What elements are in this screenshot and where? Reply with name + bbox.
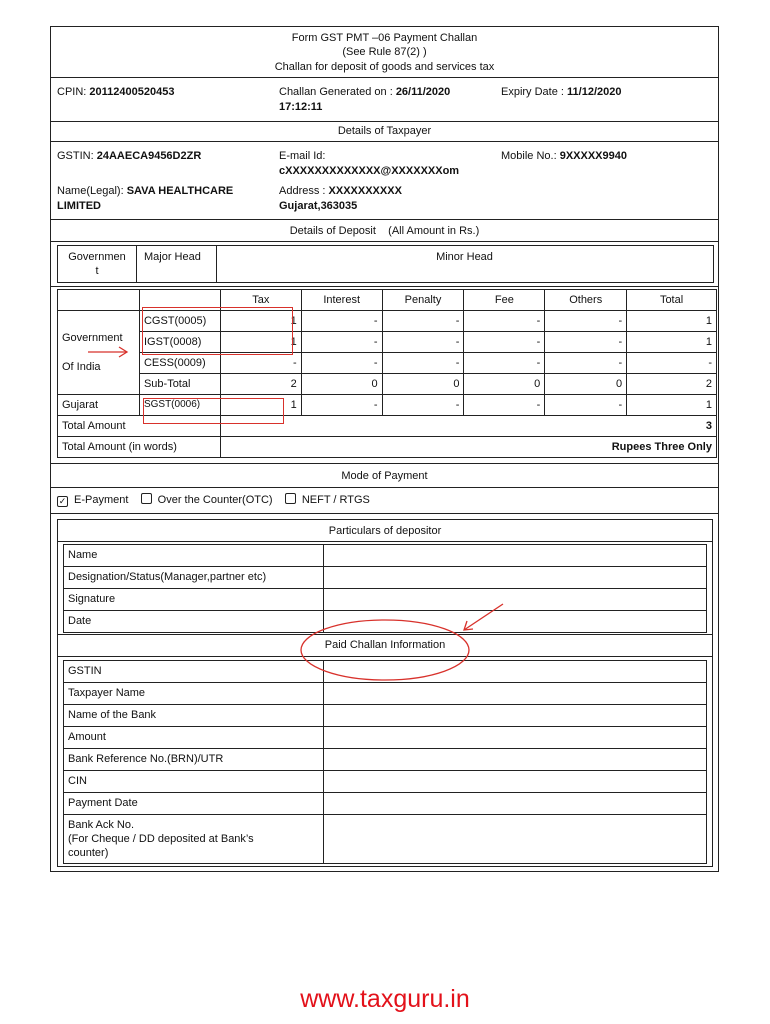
cell: 1 (220, 311, 301, 332)
challan-generated: Challan Generated on : 26/11/2020 (279, 86, 451, 98)
row-head: CESS(0009) (139, 353, 220, 374)
field-label: Taxpayer Name (64, 683, 324, 705)
email: cXXXXXXXXXXXXX@XXXXXXXom (279, 165, 460, 177)
field-label: Date (64, 611, 324, 633)
cell: 2 (627, 374, 717, 395)
cell: - (627, 353, 717, 374)
cell: 0 (301, 374, 382, 395)
cell: 0 (382, 374, 464, 395)
total-label: Total Amount (58, 416, 221, 437)
row-head: IGST(0008) (139, 332, 220, 353)
cell: - (382, 395, 464, 416)
state-label: Gujarat (58, 395, 140, 416)
bank-ack-label: Bank Ack No. (For Cheque / DD deposited at Bank’s counter) (64, 815, 324, 864)
legal-name-line2: LIMITED (57, 200, 101, 212)
cell: 1 (627, 332, 717, 353)
challan-generated-time: 17:12:11 (279, 101, 323, 113)
payment-section-title: Mode of Payment (341, 470, 428, 482)
row-head: SGST(0006) (139, 395, 220, 416)
field-label: Name (64, 545, 324, 567)
words-value: Rupees Three Only (220, 437, 716, 458)
form-subtitle: Challan for deposit of goods and services tax (274, 61, 495, 73)
field-label: Designation/Status(Manager,partner etc) (64, 567, 324, 589)
cell: - (545, 353, 627, 374)
field-label: CIN (64, 771, 324, 793)
cpin: CPIN: 20112400520453 (57, 86, 175, 98)
cell: - (545, 395, 627, 416)
form-title: Form GST PMT –06 Payment Challan (291, 32, 478, 44)
col-header: Tax (220, 290, 301, 311)
cell: - (382, 353, 464, 374)
row-head: CGST(0005) (139, 311, 220, 332)
cell: 1 (220, 332, 301, 353)
cell: - (464, 311, 545, 332)
watermark: www.taxguru.in (300, 985, 470, 1013)
cell: 0 (464, 374, 545, 395)
deposit-section-title: Details of Deposit (All Amount in Rs.) (289, 225, 480, 237)
otc-option[interactable]: Over the Counter(OTC) (141, 494, 273, 506)
cell: - (545, 332, 627, 353)
gstin: GSTIN: 24AAECA9456D2ZR (57, 150, 202, 162)
form-rule: (See Rule 87(2) ) (342, 46, 427, 58)
field-label: GSTIN (64, 661, 324, 683)
e-payment-option[interactable]: ✓ E-Payment (58, 494, 129, 506)
cell: - (382, 332, 464, 353)
cell: - (301, 353, 382, 374)
col-header: Fee (464, 290, 545, 311)
field-label: Bank Reference No.(BRN)/UTR (64, 749, 324, 771)
head-government: Governmen (68, 251, 126, 263)
paid-section-title: Paid Challan Information (324, 639, 446, 651)
annotation-arrow-icon (464, 604, 503, 630)
cell: 1 (627, 395, 717, 416)
taxpayer-section-title: Details of Taxpayer (337, 125, 432, 137)
cell: - (382, 311, 464, 332)
cell: - (464, 332, 545, 353)
cell: - (464, 353, 545, 374)
cell: - (301, 332, 382, 353)
cell: 0 (545, 374, 627, 395)
legal-name: Name(Legal): SAVA HEALTHCARE (57, 185, 234, 197)
annotation-arrow-icon (88, 347, 127, 357)
email-label: E-mail Id: (279, 150, 326, 162)
cell: - (301, 311, 382, 332)
total-value: 3 (220, 416, 716, 437)
cell: 1 (627, 311, 717, 332)
head-major: Major Head (144, 251, 201, 263)
words-label: Total Amount (in words) (58, 437, 221, 458)
col-header: Total (627, 290, 717, 311)
cell: 1 (220, 395, 301, 416)
field-label: Amount (64, 727, 324, 749)
col-header: Others (545, 290, 627, 311)
expiry-date: Expiry Date : 11/12/2020 (501, 86, 622, 98)
col-header: Penalty (382, 290, 464, 311)
head-government-line2: t (95, 265, 99, 277)
checkbox-checked-icon: ✓ (58, 496, 67, 506)
field-label: Name of the Bank (64, 705, 324, 727)
address-line2: Gujarat,363035 (279, 200, 358, 212)
cell: 2 (220, 374, 301, 395)
cell: - (545, 311, 627, 332)
field-label: Signature (64, 589, 324, 611)
govt-of-india-label: Government Of India (58, 311, 140, 395)
neft-option[interactable]: NEFT / RTGS (285, 494, 370, 506)
cell: - (220, 353, 301, 374)
col-header: Interest (301, 290, 382, 311)
address: Address : XXXXXXXXXX (279, 185, 402, 197)
head-minor: Minor Head (436, 251, 493, 263)
annotation-ellipse (301, 620, 469, 680)
field-label: Payment Date (64, 793, 324, 815)
row-head: Sub-Total (139, 374, 220, 395)
cell: - (301, 395, 382, 416)
cell: - (464, 395, 545, 416)
mobile: Mobile No.: 9XXXXX9940 (501, 150, 627, 162)
depositor-section-title: Particulars of depositor (328, 525, 442, 537)
